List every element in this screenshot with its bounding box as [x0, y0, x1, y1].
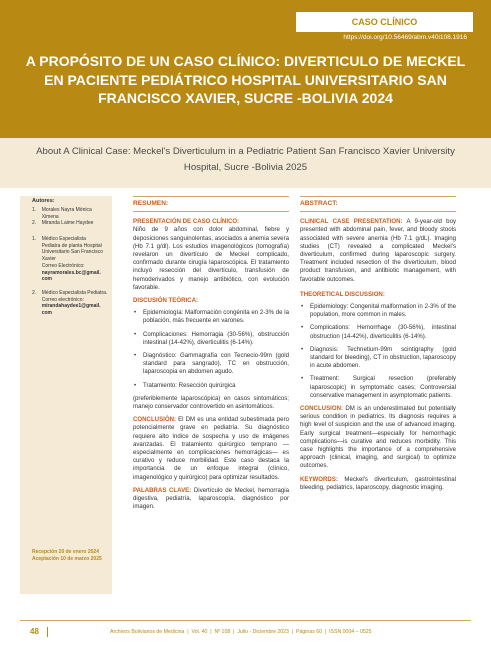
abstract-column [300, 196, 456, 492]
page-number: 48 [30, 627, 39, 636]
accepted-date: Aceptación 10 de marzo 2025 [32, 555, 102, 562]
presentation-label: CLINICAL CASE PRESENTATION: [300, 218, 403, 226]
list-item: • Epidemiology: Congenital malformation in 2-3% of the population, more common in males. [300, 303, 456, 319]
presentation-text: A 9-year-old boy presented with abdominal pain, fever, and bloody stools associated with severe anemia (Hb 7.1 g/dL). Imaging studies (CT) revealed a complicated Meckel's diverticulum, confirmed during laparoscopic surgery. Treatment included resection of the diverticulum, blood product transfusion, and antibiotic management, with favorable outcomes. [300, 218, 457, 283]
resumen-heading: RESUMEN: [133, 196, 289, 212]
presentation-paragraph [300, 218, 456, 284]
article-title-en: About A Clinical Case: Meckel's Diverticulum in a Pediatric Patient San Francisco Xavier University Hospital, Sucre -Bolivia 2025 [36, 146, 455, 173]
list-item: • Complicaciones: Hemorragia (30-56%), obstrucción intestinal (14-42%), diverticulitis (6-14%). [133, 331, 289, 347]
page-footer [20, 627, 471, 641]
conclusion-paragraph-en [300, 405, 456, 471]
conclusion-text-en: DM is an underestimated but potentially serious condition in pediatrics. Its diagnosis requires a high level of suspicion and the use of advanced imaging. Early surgical treatment—especially for hemorrhagic complications—is curative and reduces morbidity. This case highlights the importance of a comprehensive approach (clinical, imaging, and surgical) to optimize outcomes. [300, 405, 456, 470]
affiliation-1 [32, 236, 103, 283]
list-item: • Diagnóstico: Gammagrafía con Tecnecio-99m (gold standard para sangrado), TC en obstrucción, laparoscopia en abdomen agudo. [133, 352, 289, 377]
presentacion-text: Niño de 9 años con dolor abdominal, fiebre y deposiciones sanguinolentas, asociados a anemia severa (Hb 7.1 g/dl). Los estudios imagenológicos (tomografía) revelaron un divertículo de Meckel complicado, confirmado durante cirugía laparoscópica. El tratamiento incluyó resección del divertículo, transfusión de hemoderivados y manejo antibiótico, con evolución favorable. [133, 226, 289, 291]
received-date: Recepción 20 de enero 2024 [32, 549, 99, 555]
conclusion-label: CONCLUSIÓN: [133, 416, 176, 424]
author-list [32, 207, 93, 227]
affiliation-2-line: 2. Médico Especialista Pediatra. [32, 290, 108, 296]
discussion-heading: THEORETICAL DISCUSSION: [300, 290, 385, 298]
list-item: • Tratamiento: Resección quirúrgica [133, 382, 289, 390]
discusion-list [133, 309, 289, 390]
conclusion-paragraph [133, 416, 289, 482]
journal-info: Archivos Bolivianos de Medicina | Vol. 40 | Nº 108 | Julio - Diciembre 2023 | Páginas 60 | ISSN 0004 – 0525 [110, 629, 372, 635]
affiliation-1-line: Universitario San Francisco [32, 249, 103, 256]
abstract-heading: ABSTRACT: [300, 196, 456, 212]
tratamiento-continuation: (preferiblemente laparoscópica) en casos sintomáticos; manejo conservador controvertido en asintomáticos. [133, 394, 289, 411]
section-badge: CASO CLÍNICO [296, 12, 473, 32]
affiliation-1-line: 1. Médico Especialista [32, 236, 86, 242]
keywords-label: PALABRAS CLAVE: [133, 486, 192, 494]
keywords-paragraph [133, 487, 289, 512]
affiliation-2-email[interactable]: mirandahaydee1@gmail. [32, 303, 101, 310]
conclusion-text: El DM es una entidad subestimada pero potencialmente grave en pediatría. Su diagnóstico requiere alto índice de sospecha y uso de imágenes avanzadas. El tratamiento quirúrgico temprano —especialmente en complicaciones hemorrágicas— es curativo y reduce morbilidad. Este caso destaca la importancia de un enfoque integral (clínico, imagenológico y quirúrgico) para optimizar resultados. [133, 416, 289, 481]
list-item: • Complications: Hemorrhage (30-56%), intestinal obstruction (14-42%), diverticulitis (6-14%). [300, 324, 456, 340]
article-title-es: A PROPÓSITO DE UN CASO CLÍNICO: DIVERTICULO DE MECKEL EN PACIENTE PEDIÁTRICO HOSPITAL UNIVERSITARIO SAN FRANCISCO XAVIER, SUCRE -BOLIVIA 2024 [25, 53, 466, 106]
discussion-list [300, 303, 456, 400]
affiliation-2 [32, 290, 107, 317]
affiliation-2-email[interactable]: com [32, 310, 53, 317]
list-item: • Diagnosis: Technetium-99m scintigraphy (gold standard for bleeding), CT in obstruction, laparoscopy in acute abdomen. [300, 346, 456, 371]
list-item: • Treatment: Surgical resection (preferably laparoscopic) in symptomatic cases; Controversial conservative management in asymptomatic patients. [300, 375, 456, 400]
affiliation-1-email[interactable]: nayramorales.bc@gmail. [32, 269, 101, 276]
page-number-separator [47, 627, 48, 637]
keywords-text-en: Meckel's diverticulum, gastrointestinal bleeding, pediatrics, laparoscopy, diagnostic imaging. [300, 475, 456, 491]
dates-block [32, 549, 102, 562]
doi-link[interactable]: https://doi.org/10.56469/abm.v40i108.1916 [343, 34, 467, 41]
list-item: • Epidemiología: Malformación congénita en 2-3% de la población, más frecuente en varones. [133, 309, 289, 325]
footer-divider [20, 620, 471, 621]
keywords-label-en: KEYWORDS: [300, 475, 338, 483]
keywords-paragraph-en [300, 476, 456, 492]
author-1: 1. Morales Nayra Mónica [32, 207, 92, 213]
discusion-heading: DISCUSIÓN TEÓRICA: [133, 297, 199, 305]
affiliation-1-line: Pediatra de planta Hospital [32, 242, 102, 249]
affiliation-2-line: Correo electrónico: [32, 296, 84, 303]
resumen-column [133, 196, 289, 512]
authors-heading: Autores: [32, 198, 55, 204]
keywords-text: Divertículo de Meckel, hemorragia digestiva, pediatría, laparoscopía, diagnóstico por imagen. [133, 486, 289, 511]
author-2: 2. Miranda Laime Haydee [32, 220, 94, 227]
author-1-cont: Ximena [32, 213, 59, 220]
affiliation-1-line: Xavier [32, 256, 56, 263]
conclusion-label-en: CONCLUSION: [300, 405, 343, 413]
affiliation-1-line: Correo Electrónico: [32, 262, 85, 269]
affiliation-1-email[interactable]: com [32, 276, 53, 283]
presentacion-label: PRESENTACIÓN DE CASO CLÍNICO: [133, 218, 240, 226]
